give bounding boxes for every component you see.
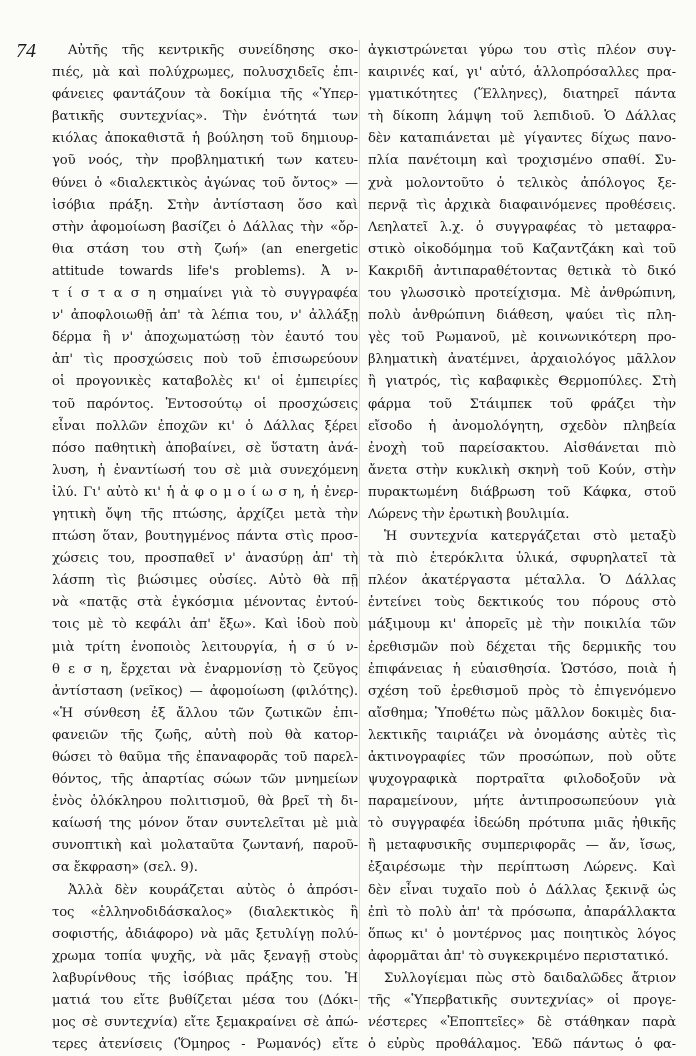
text-line: Λώρενς τὴν ἐρωτικὴ βουλιμία. xyxy=(368,506,570,522)
text-line: χρωμα τοπία ψυχῆς, νὰ μᾶς ξεναγῇ στοὺς xyxy=(52,948,358,964)
text-line: ἀπ' τὶς προσχώσεις ποὺ τοῦ ἐπισωρεύουν xyxy=(52,352,358,368)
text-line: ἐξαιρέσωμε τὴν περίπτωση Λώρενς. Καὶ xyxy=(368,860,676,876)
text-line: τῆς «Ὑπερβατικῆς συντεχνίας» οἱ προγε- xyxy=(368,993,676,1009)
text-line: βατικῆς συντεχνίας». Τὴν ἑνότητά των xyxy=(52,109,358,125)
text-line: μιὰ τρίτη ἑνοποιὸς λειτουργία, ἡ σ ύ ν- xyxy=(52,639,358,655)
text-line: του γλωσσικὸ προτείχισμα. Μὲ ἀνθρώπινη, xyxy=(368,286,676,302)
text-line: μος σὲ συντεχνία) εἴτε ξεμακραίνει σὲ ἀπώ- xyxy=(52,1015,358,1031)
text-line: Αὐτῆς τῆς κεντρικῆς συνείδησης σκο- xyxy=(68,43,358,58)
text-line: τος «ἑλληνοδιδάσκαλος» (διαλεκτικὸς ἢ xyxy=(52,904,358,920)
text-line: ν' ἀποφλοιωθῇ ἀπ' τὰ λέπια του, ν' ἀλλάξῃ xyxy=(52,308,358,324)
text-line: εἶναι πολλῶν ἐποχῶν κι' ὁ Δάλλας ξέρει xyxy=(52,418,358,434)
text-line: πιές, μὰ καὶ πολύχρωμες, πολυσχιδεῖς ἐπι- xyxy=(52,65,358,81)
text-line: ματιά του εἴτε βυθίζεται μέσα του (Δόκι- xyxy=(52,993,358,1009)
text-line: οἱ προγονικὲς καταβολὲς κι' οἱ ἐμπειρίες xyxy=(52,374,358,390)
text-line: ὅπως κι' ὁ μοντέρνος μας ποιητικὸς λόγος xyxy=(368,926,676,942)
text-line: πλία πανέτοιμη καὶ τροχισμένο σπαθί. Συ- xyxy=(368,153,676,169)
text-line: τὸ συγγραφέα ἰδεώδη πρότυπα μιᾶς ἠθικῆς xyxy=(368,816,676,832)
text-line: θ ε σ η, ἔρχεται νὰ ἐναρμονίσῃ τὸ ζεῦγος xyxy=(52,661,358,677)
text-line: πόσο παθητικὴ ἀποβαίνει, σὲ ὕστατη ἀνά- xyxy=(52,440,358,456)
text-line: νέστερες «Ἐποπτεῖες» δὲ στάθηκαν παρὰ xyxy=(368,1015,676,1031)
text-line: σοφιστής, ἀδιάφορο) νὰ μᾶς ξετυλίγῃ πολύ- xyxy=(52,926,358,942)
text-line: θώσει τὸ θαῦμα τῆς ἐπαναφορᾶς τοῦ παρελ- xyxy=(52,750,358,765)
text-line: καιρινές καί, γι' αὐτό, ἀλλοπρόσαλλες πρα- xyxy=(368,65,676,81)
text-line: Ἀλλὰ δὲν κουράζεται αὐτὸς ὁ ἀπρόσι- xyxy=(68,882,358,898)
text-line: χνὰ μολοντοῦτο ὁ τελικὸς ἀπόλογος ξε- xyxy=(368,175,676,191)
text-line: «Ἡ σύνθεση ἐξ ἄλλου τῶν ζωτικῶν ἐπι- xyxy=(52,705,358,721)
text-line: δέρμα ἢ ν' ἀποχωματώσῃ τὸν ἑαυτό του xyxy=(52,330,358,346)
text-line: εἴσοδο ἡ ἀνομολόγητη, σχεδὸν πληβεία xyxy=(368,418,676,434)
text-line: λυση, ἡ ἐναντίωσή του σὲ μιὰ συνεχόμενη xyxy=(52,462,358,478)
column-divider xyxy=(359,40,360,1010)
text-line: ἐνοχὴ τοῦ παρείσακτου. Αἰσθάνεται πιὸ xyxy=(368,440,676,456)
text-line: ἀγκιστρώνεται γύρω του στὶς πλέον συγ- xyxy=(368,43,676,58)
text-line: τερες ἀτενίσεις (Ὅμηρος - Ρωμανός) εἴτε xyxy=(52,1037,358,1053)
text-line: σα ἔκφραση» (σελ. 9). xyxy=(52,860,198,876)
text-line: βληματικὴ ἀνατέμνει, ἀρχαιολόγος μᾶλλον xyxy=(368,352,676,368)
text-line: νὰ «πατᾷς στὰ ἐγκόσμια μένοντας ἐντού- xyxy=(52,595,358,611)
text-line: φάρμα τοῦ Στάιμπεκ τοῦ φράζει τὴν xyxy=(368,396,676,412)
text-line: τὰ πιὸ ἑτερόκλιτα ὑλικά, σφυρηλατεῖ τὰ xyxy=(368,551,676,567)
text-line: Κακριδῆ ἀντιπαραθέτοντας θετικὰ τὸ δικό xyxy=(368,263,676,279)
text-line: τ ί σ τ α σ η σημαίνει γιὰ τὸ συγγραφέα xyxy=(52,286,358,302)
text-line: ἄνετα στὴν κυκλικὴ σκηνὴ τοῦ Κούν, στὴν xyxy=(368,462,676,478)
text-line: ἢ γιατρός, τὶς καβαφικὲς Θερμοπύλες. Στὴ xyxy=(368,374,676,390)
left-column xyxy=(52,40,358,1056)
text-line: σχέση τοῦ ἐρεθισμοῦ πρὸς τὸ ἐπιγενόμενο xyxy=(368,683,676,699)
text-line: φανειῶν τῆς ζωῆς, αὐτὴ ποὺ θὰ κατορ- xyxy=(52,727,358,743)
text-line: ἐντείνει τοὺς δεκτικούς του πόρους στὸ xyxy=(368,595,676,611)
text-line: καίωσή της μόνον ὅταν συντελεῖται μὲ μιὰ xyxy=(52,816,358,832)
text-line: στὴν ἀφομοίωση βασίζει ὁ Δάλλας τὴν «ὄρ- xyxy=(52,219,358,235)
text-line: θόντος, τῆς ἀπαρτίας σώων τῶν μνημείων xyxy=(52,772,358,788)
right-column xyxy=(368,40,676,1056)
text-line: ψυχογραφικὰ πορτραῖτα φιλοδοξοῦν νὰ xyxy=(368,772,676,788)
text-line: πυρακτωμένη διάβρωση τοῦ Κάφκα, στοῦ xyxy=(368,484,676,500)
text-line: πολὺ ἀνθρώπινη διάθεση, ψαύει τὶς πλη- xyxy=(368,308,676,324)
text-line: ἐπὶ τὸ πολὺ ἀπ' τὰ πρόσωπα, ἀπαράλλακτα xyxy=(368,904,676,920)
text-line: πλέον ἀκατέργαστα μέταλλα. Ὁ Δάλλας xyxy=(368,573,676,589)
text-line: αἴσθημα; Ὑποθέτω πὼς μᾶλλον δοκιμὲς δια- xyxy=(368,705,676,721)
text-line: γματικότητες (Ἕλληνες), διατηρεῖ πάντα xyxy=(368,87,676,103)
text-line: ἑνὸς ὁλόκληρου πολιτισμοῦ, θὰ βρεῖ τὴ δι- xyxy=(52,794,358,810)
page-number: 74 xyxy=(16,40,36,62)
text-line: τὴ δίκοπη λάμψη τοῦ λεπιδιοῦ. Ὁ Δάλλας xyxy=(368,109,676,125)
text-line: Λεηλατεῖ λ.χ. ὁ συγγραφέας τὸ μεταφρα- xyxy=(368,219,676,235)
text-line: γητικὴ ὄψη τῆς πτώσης, ἀρχίζει μετὰ τὴν xyxy=(52,506,358,522)
text-line: ἀφορμᾶται ἀπ' τὸ συγκεκριμένο περιστατικό. xyxy=(368,948,669,964)
text-line: λάσπη τὶς βιώσιμες οὐσίες. Αὐτὸ θὰ πῇ xyxy=(52,573,358,589)
text-line: ἰλύ. Γι' αὐτὸ κι' ἡ ἀ φ ο μ ο ί ω σ η, ἡ ἐνερ- xyxy=(52,484,358,500)
text-line: δὲν καταπιάνεται μὲ γίγαντες δίχως πανο- xyxy=(368,131,676,147)
text-line: μάξιμουμ κι' ἀπορεῖς μὲ τὴν ποικιλία τῶν xyxy=(368,617,676,633)
text-line: ὁ εὐρὺς προθάλαμος. Ἐδῶ πάντως ὁ φα- xyxy=(368,1037,676,1053)
text-line: ἀντίσταση (νεῖκος) — ἀφομοίωση (φιλότης). xyxy=(52,683,358,699)
text-line: λεκτικῆς ταιριάζει νὰ ὀνομάσης αὐτὲς τὶς xyxy=(368,727,676,743)
text-line: θια στάση του στὴ ζωή» (an energetic xyxy=(52,241,358,257)
text-line: γοῦ νοός, τὴν προβληματική των κατευ- xyxy=(52,153,358,169)
text-line: στικὸ οἰκοδόμημα τοῦ Καζαντζάκη καὶ τοῦ xyxy=(368,241,676,257)
text-line: παραμείνουν, μήτε ἀντιπροσωπεύουν γιὰ xyxy=(368,794,676,810)
text-line: λαβυρίνθους τῆς ἰσόβιας πράξης του. Ἡ xyxy=(52,970,358,986)
text-line: γὲς τοῦ Ρωμανοῦ, μὲ κοινωνικότερη προ- xyxy=(368,330,676,346)
text-line: ἢ μεταφυσικῆς συμπεριφορᾶς — ἄν, ἴσως, xyxy=(368,838,676,854)
text-line: ἀκτινογραφίες τῶν προσώπων, ποὺ οὔτε xyxy=(368,750,676,765)
text-line: συνοπτικὴ καὶ μολαταῦτα ζωντανή, παροῦ- xyxy=(52,838,358,854)
text-line: περνᾷ τὶς ἀρχικὰ διαφαινόμενες προθέσεις. xyxy=(368,197,676,213)
text-line: ἰσόβια πράξη. Στὴν ἀντίσταση ὅσο καὶ xyxy=(52,197,358,213)
text-line: ἐρεθισμῶν ποὺ δέχεται τῆς δερμικῆς του xyxy=(368,639,676,655)
text-line: θύνει ὁ «διαλεκτικὸς ἀγώνας τοῦ ὄντος» — xyxy=(52,175,358,191)
text-line: τοῦ παρόντος. Ἐντοσούτῳ οἱ προσχώσεις xyxy=(52,396,358,412)
text-line: ἐπιφάνειας ἡ εὐαισθησία. Ὡστόσο, ποιὰ ἡ xyxy=(368,661,676,677)
text-line: πτώση ὅταν, βουτηγμένος πάντα στὶς προσ- xyxy=(52,529,358,545)
text-line: δὲν εἶναι τυχαῖο ποὺ ὁ Δάλλας ξεκινᾷ ὡς xyxy=(368,882,676,898)
text-line: χώσεις του, προσπαθεῖ ν' ἀνασύρῃ ἀπ' τὴ xyxy=(52,551,358,567)
text-line: κιόλας ἀποκαθιστᾶ ἡ βούληση τοῦ δημιουρ- xyxy=(52,131,358,147)
text-line: τοις μὲ τὸ κεφάλι ἀπ' ἔξω». Καὶ ἰδοὺ ποὺ xyxy=(52,617,358,633)
text-line: Ἡ συντεχνία κατεργάζεται στὸ μεταξὺ xyxy=(384,529,676,545)
text-line: Συλλογίεμαι πὼς στὸ δαιδαλῶδες ἄτριον xyxy=(384,970,676,986)
text-line: attitude towards life's problems). Ἀ ν- xyxy=(52,263,358,279)
text-line: φάνειες φαντάζουν τὰ δοκίμια τῆς «Ὑπερ- xyxy=(52,87,358,103)
